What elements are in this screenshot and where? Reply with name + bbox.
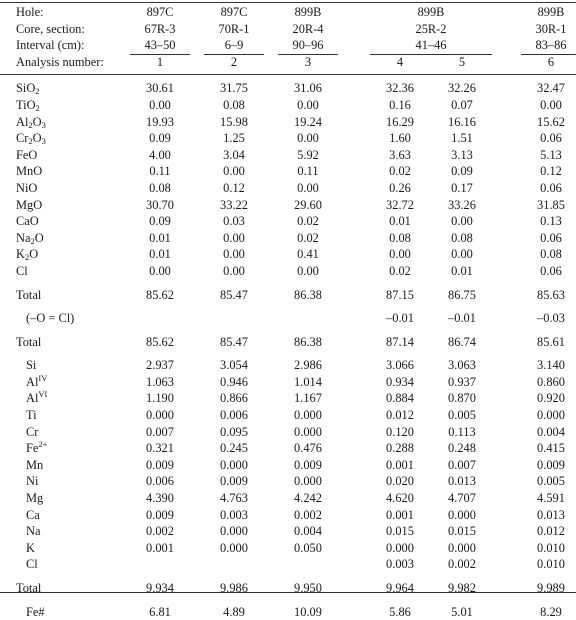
hole-col-1: 897C	[146, 5, 174, 19]
cation-0-col-6: 3.140	[537, 358, 565, 373]
cation-2-col-5: 0.870	[448, 391, 476, 406]
oxide-11-col-3: 0.00	[297, 263, 319, 278]
oxide-0-col-2: 31.75	[220, 81, 248, 96]
correction-row	[0, 310, 576, 327]
oxide-4-col-6: 5.13	[540, 147, 562, 162]
oxide-row	[0, 80, 576, 97]
row-label: Ca	[26, 507, 40, 522]
correction-col-5: –0.01	[448, 311, 476, 326]
cation-row	[0, 357, 576, 374]
cation-6-col-1: 0.009	[146, 457, 174, 472]
oxide-6-col-5: 0.17	[451, 180, 473, 195]
oxide-6-col-1: 0.08	[149, 180, 171, 195]
cation-3-col-3: 0.000	[294, 408, 322, 423]
total-oxides-label: Total	[16, 287, 42, 302]
cation-11-col-2: 0.000	[220, 540, 248, 555]
subscript: 2	[28, 119, 33, 130]
oxide-10-col-6: 0.08	[540, 247, 562, 262]
cation-5-col-3: 0.476	[294, 441, 322, 456]
oxide-6-col-6: 0.06	[540, 180, 562, 195]
subscript: 2	[24, 252, 30, 263]
cation-1-col-4: 0.934	[386, 374, 414, 389]
subscript: 2	[35, 102, 40, 113]
oxide-2-col-5: 16.16	[448, 114, 476, 129]
row-label: MnO	[16, 164, 43, 179]
oxide-10-col-3: 0.41	[297, 247, 319, 262]
cation-row	[0, 556, 576, 573]
total-corrected-col-5: 86.74	[448, 334, 476, 349]
cation-3-col-4: 0.012	[386, 408, 414, 423]
correction-label: (–O = Cl)	[26, 311, 75, 326]
oxide-7-col-1: 30.70	[146, 197, 174, 212]
oxide-row	[0, 230, 576, 247]
cation-10-col-3: 0.004	[294, 524, 322, 539]
cation-1-col-2: 0.946	[220, 374, 248, 389]
core-col-3: 20R-4	[292, 21, 324, 36]
oxide-7-col-3: 29.60	[294, 197, 322, 212]
cation-row	[0, 407, 576, 424]
cation-6-col-5: 0.007	[448, 457, 476, 472]
row-label: FeO	[16, 147, 38, 162]
cation-12-col-4: 0.003	[386, 557, 414, 572]
oxide-row	[0, 130, 576, 147]
cation-2-col-3: 1.167	[294, 391, 322, 406]
oxide-row	[0, 213, 576, 230]
cation-9-col-3: 0.002	[294, 507, 322, 522]
fe-number-col-1: 6.81	[149, 604, 171, 619]
fe-number-col-3: 10.09	[294, 604, 322, 619]
fe-number-col-6: 8.29	[540, 604, 562, 619]
oxide-row	[0, 163, 576, 180]
cation-6-col-6: 0.009	[537, 457, 565, 472]
cation-7-col-1: 0.006	[146, 474, 174, 489]
row-label: $Al^{IV}$	[26, 372, 48, 389]
oxide-4-col-2: 3.04	[223, 147, 245, 162]
fe-number-col-5: 5.01	[451, 604, 473, 619]
oxide-11-col-1: 0.00	[149, 263, 171, 278]
header-row-analysis	[0, 54, 576, 71]
row-label: Cl	[16, 263, 28, 278]
cation-9-col-5: 0.000	[448, 507, 476, 522]
fe-number-col-2: 4.89	[223, 604, 245, 619]
row-label: Mn	[26, 457, 44, 472]
analysis-label: Analysis number:	[16, 54, 104, 69]
hole-label: Hole:	[16, 5, 44, 19]
row-label: K	[26, 540, 35, 555]
cation-2-col-2: 0.866	[220, 391, 248, 406]
superscript: 2+	[38, 439, 48, 450]
oxide-11-col-2: 0.00	[223, 263, 245, 278]
cation-5-col-4: 0.288	[386, 441, 414, 456]
oxide-8-col-1: 0.09	[149, 214, 171, 229]
cation-9-col-1: 0.009	[146, 507, 174, 522]
oxide-11-col-4: 0.02	[389, 263, 411, 278]
subscript: 2	[28, 136, 33, 147]
row-label: Cr	[26, 424, 39, 439]
oxide-0-col-4: 32.36	[386, 81, 414, 96]
cation-row	[0, 457, 576, 474]
superscript: VI	[38, 389, 48, 400]
correction-col-4: –0.01	[386, 311, 414, 326]
total-cations-col-4: 9.964	[386, 581, 414, 595]
cation-7-col-6: 0.005	[537, 474, 565, 489]
header-row-hole	[0, 4, 576, 21]
header-bottom-rule	[0, 74, 576, 75]
cation-4-col-4: 0.120	[386, 424, 414, 439]
oxide-11-col-5: 0.01	[451, 263, 473, 278]
analysis-num-4: 4	[396, 54, 404, 69]
cation-11-col-1: 0.001	[146, 540, 174, 555]
row-label: NiO	[16, 180, 38, 195]
cation-8-col-4: 4.620	[386, 491, 414, 506]
oxide-8-col-2: 0.03	[223, 214, 245, 229]
oxide-4-col-5: 3.13	[451, 147, 473, 162]
row-label: $Na_2O$	[16, 230, 44, 246]
oxide-2-col-4: 16.29	[386, 114, 414, 129]
row-label: $Cr_2O_3$	[16, 131, 46, 147]
header-row-core	[0, 21, 576, 38]
total-cations-col-3: 9.950	[294, 581, 322, 595]
cation-1-col-6: 0.860	[537, 374, 565, 389]
total-corrected-col-2: 85.47	[220, 334, 248, 349]
interval-col-6: 83–86	[535, 38, 567, 53]
oxide-3-col-4: 1.60	[389, 131, 411, 146]
oxide-3-col-6: 0.06	[540, 131, 562, 146]
cation-3-col-2: 0.006	[220, 408, 248, 423]
oxide-row	[0, 263, 576, 280]
interval-col-1: 43–50	[144, 38, 176, 53]
cation-1-col-5: 0.937	[448, 374, 476, 389]
row-label: $Fe^{2+}$	[26, 439, 48, 456]
cation-0-col-1: 2.937	[146, 358, 174, 373]
cation-12-col-5: 0.002	[448, 557, 476, 572]
fe-number-label: Fe#	[26, 604, 45, 619]
cation-3-col-1: 0.000	[146, 408, 174, 423]
row-label: MgO	[16, 197, 43, 212]
cation-8-col-2: 4.763	[220, 491, 248, 506]
oxide-8-col-4: 0.01	[389, 214, 411, 229]
cation-2-col-6: 0.920	[537, 391, 565, 406]
core-col-2: 70R-1	[218, 21, 250, 36]
oxide-2-col-6: 15.62	[537, 114, 565, 129]
oxide-3-col-5: 1.51	[451, 131, 473, 146]
oxide-3-col-1: 0.09	[149, 131, 171, 146]
cation-0-col-4: 3.066	[386, 358, 414, 373]
cation-10-col-6: 0.012	[537, 524, 565, 539]
oxide-9-col-1: 0.01	[149, 230, 171, 245]
oxide-0-col-5: 32.26	[448, 81, 476, 96]
cation-4-col-1: 0.007	[146, 424, 174, 439]
oxide-row	[0, 97, 576, 114]
analysis-num-1: 1	[156, 54, 164, 69]
oxide-10-col-1: 0.01	[149, 247, 171, 262]
row-label: Na	[26, 524, 41, 539]
correction-col-6: –0.03	[537, 311, 565, 326]
total-oxides-col-6: 85.63	[537, 287, 565, 302]
hole-col-45: 899B	[417, 5, 445, 19]
oxide-4-col-4: 3.63	[389, 147, 411, 162]
total-oxides-col-5: 86.75	[448, 287, 476, 302]
cation-row	[0, 490, 576, 507]
hole-col-6: 899B	[537, 5, 565, 19]
subscript: 2	[30, 235, 35, 246]
oxide-5-col-5: 0.09	[451, 164, 473, 179]
oxide-4-col-3: 5.92	[297, 147, 319, 162]
oxide-1-col-6: 0.00	[540, 97, 562, 112]
subscript: 3	[41, 136, 46, 147]
cation-9-col-2: 0.003	[220, 507, 248, 522]
cation-0-col-3: 2.986	[294, 358, 322, 373]
oxide-9-col-5: 0.08	[451, 230, 473, 245]
oxide-rows	[0, 80, 576, 279]
cation-12-col-6: 0.010	[537, 557, 565, 572]
hole-col-2: 897C	[220, 5, 248, 19]
core-col-1: 67R-3	[144, 21, 176, 36]
cation-5-col-2: 0.245	[220, 441, 248, 456]
oxide-0-col-1: 30.61	[146, 81, 174, 96]
interval-col-45: 41–46	[415, 38, 447, 53]
cation-6-col-2: 0.000	[220, 457, 248, 472]
oxide-5-col-4: 0.02	[389, 164, 411, 179]
cation-1-col-3: 1.014	[294, 374, 322, 389]
oxide-5-col-6: 0.12	[540, 164, 562, 179]
total-corrected-col-6: 85.61	[537, 334, 565, 349]
cation-8-col-5: 4.707	[448, 491, 476, 506]
oxide-6-col-2: 0.12	[223, 180, 245, 195]
oxide-7-col-5: 33.26	[448, 197, 476, 212]
oxide-7-col-2: 33.22	[220, 197, 248, 212]
cation-6-col-3: 0.009	[294, 457, 322, 472]
cation-4-col-3: 0.000	[294, 424, 322, 439]
oxide-5-col-1: 0.11	[149, 164, 171, 179]
oxide-10-col-2: 0.00	[223, 247, 245, 262]
total-oxides-col-2: 85.47	[220, 287, 248, 302]
cation-2-col-4: 0.884	[386, 391, 414, 406]
oxide-7-col-6: 31.85	[537, 197, 565, 212]
oxide-row	[0, 114, 576, 131]
cation-7-col-2: 0.009	[220, 474, 248, 489]
cation-7-col-5: 0.013	[448, 474, 476, 489]
total-cations-label: Total	[16, 581, 42, 595]
superscript: IV	[38, 372, 48, 383]
cation-11-col-3: 0.050	[294, 540, 322, 555]
cation-5-col-6: 0.415	[537, 441, 565, 456]
cation-9-col-4: 0.001	[386, 507, 414, 522]
oxide-10-col-5: 0.00	[451, 247, 473, 262]
cation-row	[0, 473, 576, 490]
oxide-row	[0, 197, 576, 214]
oxide-1-col-3: 0.00	[297, 97, 319, 112]
total-cations-col-6: 9.989	[537, 581, 565, 595]
oxide-8-col-3: 0.02	[297, 214, 319, 229]
oxide-1-col-2: 0.08	[223, 97, 245, 112]
cation-row	[0, 540, 576, 557]
oxide-0-col-3: 31.06	[294, 81, 322, 96]
row-label: SiO$_2$	[16, 81, 40, 97]
total-oxides-col-4: 87.15	[386, 287, 414, 302]
cation-8-col-3: 4.242	[294, 491, 322, 506]
top-rule	[0, 2, 576, 3]
cation-2-col-1: 1.190	[146, 391, 174, 406]
cation-10-col-5: 0.015	[448, 524, 476, 539]
cation-11-col-6: 0.010	[537, 540, 565, 555]
cation-row	[0, 440, 576, 457]
oxide-9-col-4: 0.08	[389, 230, 411, 245]
total-corrected-col-1: 85.62	[146, 334, 174, 349]
core-col-6: 30R-1	[535, 21, 567, 36]
interval-underline-6	[521, 54, 576, 55]
oxide-2-col-3: 19.24	[294, 114, 322, 129]
total-row-cations	[0, 580, 576, 597]
oxide-11-col-6: 0.06	[540, 263, 562, 278]
cation-rows	[0, 357, 576, 573]
cation-6-col-4: 0.001	[386, 457, 414, 472]
table-body	[0, 4, 576, 620]
header-row-interval	[0, 37, 576, 54]
oxide-9-col-3: 0.02	[297, 230, 319, 245]
row-label: CaO	[16, 214, 39, 229]
cation-4-col-6: 0.004	[537, 424, 565, 439]
fe-number-col-4: 5.86	[389, 604, 411, 619]
total-cations-col-1: 9.934	[146, 581, 174, 595]
cation-10-col-4: 0.015	[386, 524, 414, 539]
interval-underline-2	[204, 54, 264, 55]
cation-row	[0, 523, 576, 540]
row-label: $K_2O$	[16, 247, 39, 263]
cation-row	[0, 424, 576, 441]
cation-4-col-2: 0.095	[220, 424, 248, 439]
fe-number-row	[0, 604, 576, 620]
cation-8-col-6: 4.591	[537, 491, 565, 506]
row-label: Cl	[26, 557, 38, 572]
subscript: 3	[41, 119, 46, 130]
row-label: $Al_2O_3$	[16, 114, 46, 130]
oxide-2-col-2: 15.98	[220, 114, 248, 129]
cation-5-col-5: 0.248	[448, 441, 476, 456]
analysis-num-6: 6	[547, 54, 555, 69]
oxide-10-col-4: 0.00	[389, 247, 411, 262]
core-label: Core, section:	[16, 21, 85, 36]
oxide-0-col-6: 32.47	[537, 81, 565, 96]
core-col-45: 25R-2	[415, 21, 447, 36]
cation-9-col-6: 0.013	[537, 507, 565, 522]
cation-10-col-1: 0.002	[146, 524, 174, 539]
bottom-rule	[0, 592, 576, 593]
cation-3-col-5: 0.005	[448, 408, 476, 423]
cation-row	[0, 374, 576, 391]
oxide-row	[0, 147, 576, 164]
row-label: Ni	[26, 474, 39, 489]
oxide-1-col-1: 0.00	[149, 97, 171, 112]
total-row-corrected	[0, 334, 576, 351]
total-corrected-col-3: 86.38	[294, 334, 322, 349]
oxide-row	[0, 180, 576, 197]
oxide-3-col-3: 0.00	[297, 131, 319, 146]
total-oxides-col-3: 86.38	[294, 287, 322, 302]
oxide-9-col-2: 0.00	[223, 230, 245, 245]
oxide-row	[0, 246, 576, 263]
row-label: Si	[26, 358, 37, 373]
oxide-9-col-6: 0.06	[540, 230, 562, 245]
interval-underline-45	[370, 54, 492, 55]
oxide-4-col-1: 4.00	[149, 147, 171, 162]
row-label: Ti	[26, 408, 37, 423]
oxide-3-col-2: 1.25	[223, 131, 245, 146]
cation-10-col-2: 0.000	[220, 524, 248, 539]
interval-underline-3	[278, 54, 338, 55]
cation-11-col-5: 0.000	[448, 540, 476, 555]
oxide-6-col-4: 0.26	[389, 180, 411, 195]
total-cations-col-2: 9.986	[220, 581, 248, 595]
cation-11-col-4: 0.000	[386, 540, 414, 555]
cation-3-col-6: 0.000	[537, 408, 565, 423]
cation-5-col-1: 0.321	[146, 441, 174, 456]
oxide-2-col-1: 19.93	[146, 114, 174, 129]
hole-col-3: 899B	[294, 5, 322, 19]
row-label: Mg	[26, 491, 44, 506]
cation-row	[0, 390, 576, 407]
interval-col-3: 90–96	[292, 38, 324, 53]
subscript: 2	[35, 86, 40, 97]
analysis-num-5: 5	[458, 54, 466, 69]
total-cations-col-5: 9.982	[448, 581, 476, 595]
interval-label: Interval (cm):	[16, 38, 85, 53]
total-corrected-label: Total	[16, 334, 42, 349]
cation-0-col-2: 3.054	[220, 358, 248, 373]
analysis-num-3: 3	[304, 54, 312, 69]
row-label: TiO$_2$	[16, 97, 40, 113]
oxide-7-col-4: 32.72	[386, 197, 414, 212]
oxide-8-col-5: 0.00	[451, 214, 473, 229]
cation-row	[0, 507, 576, 524]
oxide-6-col-3: 0.00	[297, 180, 319, 195]
row-label: $Al^{VI}$	[26, 389, 48, 406]
oxide-1-col-5: 0.07	[451, 97, 473, 112]
analysis-num-2: 2	[230, 54, 238, 69]
cation-0-col-5: 3.063	[448, 358, 476, 373]
oxide-5-col-3: 0.11	[297, 164, 319, 179]
cation-1-col-1: 1.063	[146, 374, 174, 389]
oxide-1-col-4: 0.16	[389, 97, 411, 112]
oxide-5-col-2: 0.00	[223, 164, 245, 179]
cation-7-col-3: 0.000	[294, 474, 322, 489]
interval-underline-1	[130, 54, 190, 55]
total-oxides-col-1: 85.62	[146, 287, 174, 302]
cation-7-col-4: 0.020	[386, 474, 414, 489]
oxide-8-col-6: 0.13	[540, 214, 562, 229]
total-corrected-col-4: 87.14	[386, 334, 414, 349]
cation-8-col-1: 4.390	[146, 491, 174, 506]
total-row-oxides	[0, 287, 576, 304]
interval-col-2: 6–9	[224, 38, 244, 53]
cation-4-col-5: 0.113	[448, 424, 476, 439]
